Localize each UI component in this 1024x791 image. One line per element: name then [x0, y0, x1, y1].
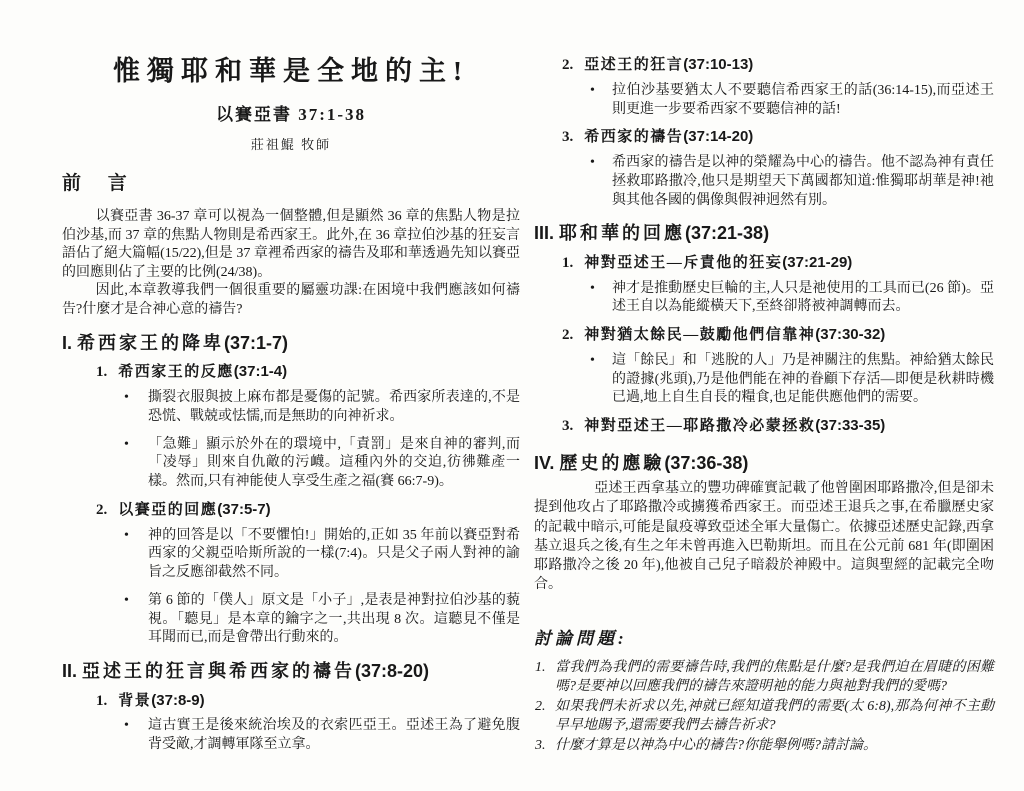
question-text: 當我們為我們的需要禱告時,我們的焦點是什麼?是我們迫在眉睫的困難嗎?是要神以回應我們的禱告來證明祂的能力與祂對我們的愛嗎?: [555, 659, 994, 694]
sub-number: 3.: [562, 129, 574, 146]
preface-heading: 前 言: [62, 173, 138, 195]
section-1-verse-ref: (37:1-7): [224, 332, 289, 353]
sub-verse-ref: (37:21-29): [782, 253, 853, 271]
preface-paragraph-2: 因此,本章教導我們一個很重要的屬靈功課:在困境中我們應該如何禱告?什麼才是合神心意的禱告?: [62, 283, 520, 318]
section-3-title: 耶和華的回應: [559, 223, 686, 244]
section-2-number: II.: [62, 661, 78, 682]
section-4-heading: [534, 453, 994, 475]
discussion-question-3: [534, 736, 994, 755]
section-3-number: III.: [534, 223, 555, 244]
section-1-sub-1-heading: [96, 363, 520, 382]
author-name: 莊祖鯤 牧師: [250, 137, 332, 153]
bullet-point: • 這古實王是後來統治埃及的衣索匹亞王。亞述王為了避免腹背受敵,才調轉軍隊至立拿。: [62, 717, 520, 755]
bullet-point: • 神才是推動歷史巨輪的主,人只是祂使用的工具而已(26 節)。亞述王自以為能縱橫天下,至終卻將被神調轉而去。: [534, 280, 994, 318]
discussion-heading: 討論問題:: [534, 628, 628, 648]
bullet-point: • 這「餘民」和「逃脫的人」乃是神關注的焦點。神給猶太餘民的證據(兆頭),乃是他們能在神的眷顧下存活—即便是秋耕時機已過,地上自生自長的糧食,也足能供應他們的需要。: [534, 352, 994, 408]
sub-number: 2.: [96, 501, 108, 518]
section-2-sub-2-heading: [562, 56, 994, 75]
bullet-point: • 第 6 節的「僕人」原文是「小子」,是表是神對拉伯沙基的藐視。「聽見」是本章的鑰字之一,共出現 8 次。這聽見不僅是耳聞而已,而是會帶出行動來的。: [62, 592, 520, 648]
sub-number: 1.: [96, 692, 108, 709]
section-3-heading: [534, 223, 994, 245]
discussion-question-1: [534, 658, 994, 696]
section-2-heading: [62, 661, 520, 683]
document-header: [62, 56, 520, 153]
section-3-sub-2-heading: [562, 326, 994, 345]
section-3-sub-1-heading: [562, 254, 994, 273]
section-2-sub-1-heading: [96, 692, 520, 711]
sub-title: 神對猶太餘民—鼓勵他們信靠神: [584, 327, 816, 344]
sub-number: 2.: [562, 57, 574, 73]
sub-verse-ref: (37:33-35): [815, 417, 886, 435]
sub-number: 2.: [562, 327, 574, 344]
section-3-sub-3-heading: [562, 417, 994, 436]
sub-title: 以賽亞的回應: [118, 501, 218, 518]
section-1-heading: [62, 333, 520, 355]
section-2-title: 亞述王的狂言與希西家的禱告: [82, 661, 356, 682]
bullet-point: • 神的回答是以「不要懼怕!」開始的,正如 35 年前以賽亞對希西家的父親亞哈斯所說的一樣(7:4)。只是父子兩人對神的諭旨之反應卻截然不同。: [62, 527, 520, 583]
section-4-paragraph: 亞述王西拿基立的豐功碑確實記載了他曾圍困耶路撒冷,但是卻未提到他攻占了耶路撒冷或擄獲希西家王。而亞述王退兵之事,在希臘歷史家的記載中暗示,可能是鼠疫導致亞述全軍大量傷亡。依據亞述歷史記錄,西拿基立退兵之後,有生之年未曾再進入巴勒斯坦。而且在公元前 681 年(即圍困耶路撒冷之後 20 年),他被自己兒子暗殺於神殿中。這與聖經的記載完全吻合。: [534, 481, 994, 592]
sub-verse-ref: (37:10-13): [683, 56, 754, 73]
sub-number: 1.: [562, 254, 574, 271]
page-title: 惟獨耶和華是全地的主!: [113, 56, 469, 86]
bullet-point: • 「急難」顯示於外在的環境中,「責罰」是來自神的審判,而「凌辱」則來自仇敵的污衊。這種內外的交迫,彷彿難產一樣。然而,只有神能使人享受生產之福(賽 66:7-9)。: [62, 436, 520, 492]
sub-verse-ref: (37:5-7): [217, 500, 271, 518]
right-column: [534, 56, 994, 771]
sub-title: 希西家王的反應: [118, 364, 234, 381]
left-column: [62, 56, 520, 771]
sub-title: 背景: [118, 692, 152, 709]
sub-verse-ref: (37:14-20): [683, 128, 754, 146]
sub-verse-ref: (37:8-9): [151, 691, 205, 709]
section-3-verse-ref: (37:21-38): [685, 223, 770, 244]
sub-verse-ref: (37:1-4): [233, 363, 288, 381]
sub-title: 神對亞述王—斥責他的狂妄: [584, 254, 783, 271]
preface-paragraph-1: 以賽亞書 36-37 章可以視為一個整體,但是顯然 36 章的焦點人物是拉伯沙基,而 37 章的焦點人物則是希西家王。此外,在 36 章拉伯沙基的狂妄言語佔了絕大篇幅(15/22),但是 37 章裡希西家的禱告及耶和華透過先知以賽亞的回應則佔了主要的比例(24/38)。: [62, 209, 520, 280]
question-number: 2.: [535, 698, 546, 714]
bullet-point: • 拉伯沙基要猶太人不要聽信希西家王的話(36:14-15),而亞述王則更進一步要希西家不要聽信神的話!: [534, 82, 994, 120]
section-1-number: I.: [62, 332, 73, 353]
section-4-verse-ref: (37:36-38): [664, 452, 749, 473]
discussion-question-2: [534, 697, 994, 735]
question-text: 如果我們未祈求以先,神就已經知道我們的需要(太 6:8),那為何神不主動早早地賜予,還需要我們去禱告祈求?: [555, 698, 994, 733]
scripture-reference: 以賽亞書 37:1-38: [215, 105, 367, 125]
sub-verse-ref: (37:30-32): [815, 326, 886, 344]
sub-title: 希西家的禱告: [584, 129, 684, 146]
bullet-point: • 希西家的禱告是以神的榮耀為中心的禱告。他不認為神有責任拯救耶路撒冷,他只是期望天下萬國都知道:惟獨耶胡華是神!祂與其他各國的偶像與假神迥然有別。: [534, 154, 994, 210]
sub-number: 3.: [562, 418, 574, 435]
question-text: 什麼才算是以神為中心的禱告?你能舉例嗎?請討論。: [555, 737, 877, 753]
section-2-verse-ref: (37:8-20): [355, 661, 430, 682]
question-number: 3.: [535, 737, 546, 753]
sub-title: 神對亞述王—耶路撒冷必蒙拯救: [584, 418, 816, 435]
section-4-number: IV.: [534, 452, 555, 473]
section-1-title: 希西家王的降卑: [77, 332, 225, 353]
section-1-sub-2-heading: [96, 501, 520, 520]
bullet-point: • 撕裂衣服與披上麻布都是憂傷的記號。希西家所表達的,不是恐慌、戰兢或怯懦,而是無助的向神祈求。: [62, 389, 520, 427]
section-4-title: 歷史的應驗: [559, 452, 665, 473]
question-number: 1.: [535, 659, 546, 675]
section-2-sub-3-heading: [562, 128, 994, 147]
sub-title: 亞述王的狂言: [584, 57, 684, 73]
sub-number: 1.: [96, 364, 108, 381]
